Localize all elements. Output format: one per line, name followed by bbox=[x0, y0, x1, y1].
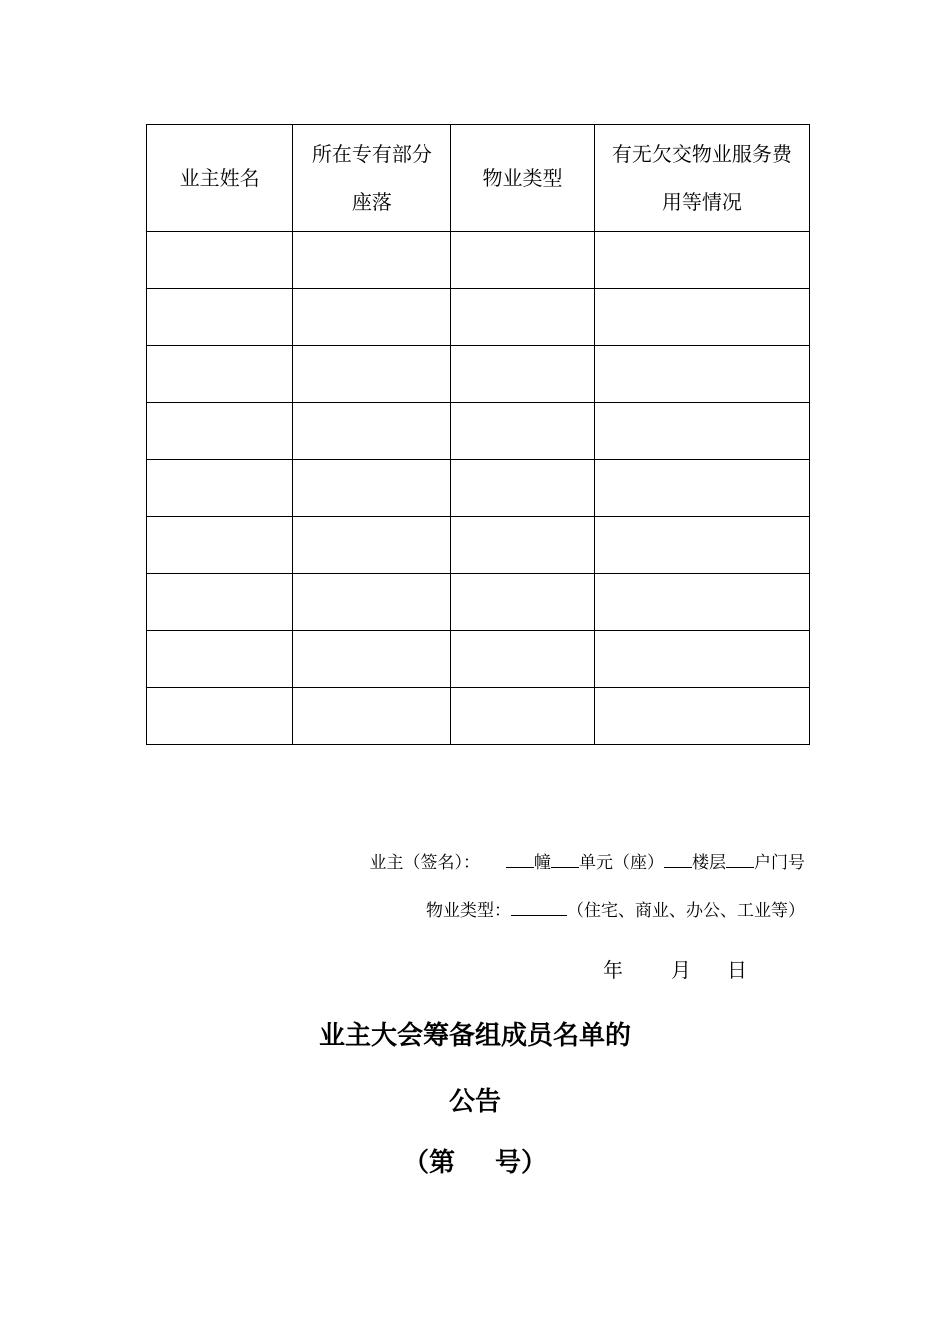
announcement-title-line2: 公告 bbox=[448, 1087, 501, 1117]
floor-number-blank[interactable] bbox=[664, 849, 692, 868]
table-row bbox=[147, 460, 810, 517]
announcement-number bbox=[0, 1142, 950, 1179]
door-number-blank[interactable] bbox=[726, 849, 754, 868]
cell-unit-location bbox=[293, 517, 451, 574]
cell-property-type bbox=[451, 289, 594, 346]
owner-info-table bbox=[146, 124, 810, 745]
cell-owner-name bbox=[147, 631, 293, 688]
date-day: 日 bbox=[727, 958, 747, 982]
cell-unit-location bbox=[293, 232, 451, 289]
table-row bbox=[147, 403, 810, 460]
cell-owner-name bbox=[147, 403, 293, 460]
unit-suffix: 单元（座） bbox=[579, 853, 664, 873]
cell-fee-arrears bbox=[594, 688, 809, 745]
unit-number-blank[interactable] bbox=[551, 849, 579, 868]
cell-property-type bbox=[451, 517, 594, 574]
owner-signature-label: 业主（签名）： bbox=[369, 853, 480, 873]
cell-owner-name bbox=[147, 232, 293, 289]
cell-property-type bbox=[451, 346, 594, 403]
cell-property-type bbox=[451, 688, 594, 745]
cell-unit-location bbox=[293, 574, 451, 631]
property-type-label: 物业类型： bbox=[426, 901, 511, 921]
cell-unit-location bbox=[293, 346, 451, 403]
cell-property-type bbox=[451, 460, 594, 517]
property-type-blank[interactable] bbox=[511, 897, 567, 916]
cell-fee-arrears bbox=[594, 346, 809, 403]
table-row bbox=[147, 232, 810, 289]
door-suffix: 户门号 bbox=[754, 853, 805, 873]
announcement-number-open: （第 bbox=[402, 1148, 455, 1178]
cell-unit-location bbox=[293, 631, 451, 688]
cell-owner-name bbox=[147, 688, 293, 745]
cell-owner-name bbox=[147, 517, 293, 574]
cell-owner-name bbox=[147, 574, 293, 631]
cell-property-type bbox=[451, 232, 594, 289]
header-property-type-text: 物业类型 bbox=[482, 166, 563, 190]
table-row bbox=[147, 688, 810, 745]
header-unit-location-line1: 所在专有部分 bbox=[311, 142, 432, 166]
announcement-title-line1: 业主大会筹备组成员名单的 bbox=[318, 1021, 631, 1051]
table-row bbox=[147, 346, 810, 403]
header-fee-arrears bbox=[594, 125, 809, 232]
owner-signature-line bbox=[370, 848, 806, 873]
header-property-type bbox=[451, 125, 594, 232]
cell-fee-arrears bbox=[594, 232, 809, 289]
cell-unit-location bbox=[293, 289, 451, 346]
table-row bbox=[147, 517, 810, 574]
header-unit-location-line2: 座落 bbox=[351, 190, 392, 214]
cell-property-type bbox=[451, 631, 594, 688]
cell-unit-location bbox=[293, 403, 451, 460]
cell-owner-name bbox=[147, 460, 293, 517]
header-owner-name-text: 业主姓名 bbox=[179, 166, 260, 190]
cell-property-type bbox=[451, 574, 594, 631]
header-fee-arrears-line1: 有无欠交物业服务费 bbox=[611, 142, 792, 166]
cell-fee-arrears bbox=[594, 289, 809, 346]
cell-unit-location bbox=[293, 460, 451, 517]
table-header-row bbox=[147, 125, 810, 232]
cell-fee-arrears bbox=[594, 517, 809, 574]
building-suffix: 幢 bbox=[534, 853, 551, 873]
announcement-number-close: 号） bbox=[495, 1148, 548, 1178]
property-type-line bbox=[426, 896, 805, 921]
table-row bbox=[147, 574, 810, 631]
date-year: 年 bbox=[603, 958, 623, 982]
table-row bbox=[147, 631, 810, 688]
table-row bbox=[147, 289, 810, 346]
property-type-options: （住宅、商业、办公、工业等） bbox=[567, 901, 805, 921]
header-unit-location bbox=[293, 125, 451, 232]
cell-owner-name bbox=[147, 289, 293, 346]
date-month: 月 bbox=[671, 958, 691, 982]
cell-fee-arrears bbox=[594, 631, 809, 688]
header-owner-name bbox=[147, 125, 293, 232]
cell-fee-arrears bbox=[594, 403, 809, 460]
header-fee-arrears-line2: 用等情况 bbox=[661, 190, 742, 214]
cell-fee-arrears bbox=[594, 460, 809, 517]
building-number-blank[interactable] bbox=[506, 849, 534, 868]
date-line bbox=[603, 954, 747, 983]
cell-fee-arrears bbox=[594, 574, 809, 631]
cell-unit-location bbox=[293, 688, 451, 745]
cell-property-type bbox=[451, 403, 594, 460]
cell-owner-name bbox=[147, 346, 293, 403]
floor-suffix: 楼层 bbox=[692, 853, 726, 873]
